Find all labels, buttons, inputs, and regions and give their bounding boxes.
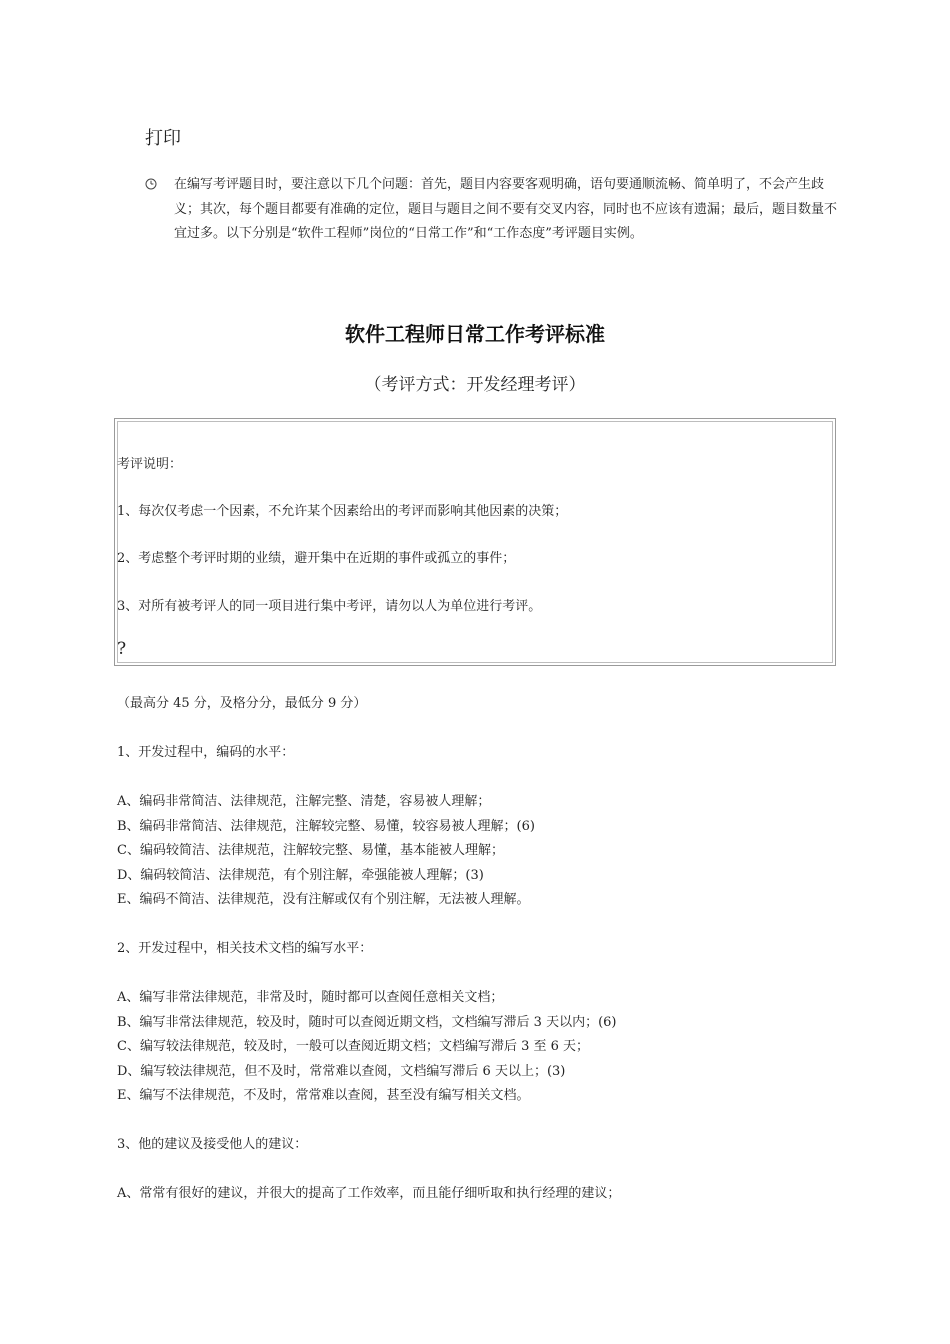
question-option: C、编码较简洁、法律规范，注解较完整、易懂，基本能被人理解； bbox=[117, 843, 504, 858]
note-item: 2、考虑整个考评时期的业绩，避开集中在近期的事件或孤立的事件； bbox=[117, 551, 516, 566]
question-option: B、编码非常简洁、法律规范，注解较完整、易懂，较容易被人理解；(6) bbox=[117, 819, 535, 834]
question-option: A、编写非常法律规范，非常及时，随时都可以查阅任意相关文档； bbox=[117, 990, 504, 1005]
print-link[interactable]: 打印 bbox=[145, 128, 181, 149]
question-option: A、编码非常简洁、法律规范，注解完整、清楚，容易被人理解； bbox=[117, 794, 491, 809]
evaluation-notes-box bbox=[114, 418, 836, 666]
question-option: E、编写不法律规范，不及时，常常难以查阅，甚至没有编写相关文档。 bbox=[117, 1088, 530, 1103]
intro-paragraph bbox=[145, 173, 845, 247]
question-option: D、编写较法律规范，但不及时，常常难以查阅，文档编写滞后 6 天以上；(3) bbox=[117, 1064, 566, 1079]
question-title: 3、他的建议及接受他人的建议： bbox=[117, 1137, 308, 1152]
page-title: 软件工程师日常工作考评标准 bbox=[345, 322, 605, 346]
question-option: C、编写较法律规范，较及时，一般可以查阅近期文档；文档编写滞后 3 至 6 天； bbox=[117, 1039, 590, 1054]
note-item: 3、对所有被考评人的同一项目进行集中考评，请勿以人为单位进行考评。 bbox=[117, 599, 542, 614]
question-title: 2、开发过程中，相关技术文档的编写水平： bbox=[117, 941, 373, 956]
note-item: 1、每次仅考虑一个因素，不允许某个因素给出的考评而影响其他因素的决策； bbox=[117, 504, 568, 519]
question-option: A、常常有很好的建议，并很大的提高了工作效率，而且能仔细听取和执行经理的建议； bbox=[117, 1186, 621, 1201]
question-title: 1、开发过程中，编码的水平： bbox=[117, 745, 295, 760]
question-option: E、编码不简洁、法律规范，没有注解或仅有个别注解，无法被人理解。 bbox=[117, 892, 530, 907]
page-subtitle: （考评方式：开发经理考评） bbox=[364, 375, 586, 395]
intro-text: 在编写考评题目时，要注意以下几个问题：首先，题目内容要客观明确，语句要通顺流畅、简单明了，不会产生歧义；其次，每个题目都要有准确的定位，题目与题目之间不要有交叉内容，同时也不应该有遗漏；最后，题目数量不宜过多。以下分别是“软件工程师”岗位的“日常工作”和“工作态度”考评题目实例。 bbox=[174, 177, 838, 241]
notes-trailing-mark: ? bbox=[117, 639, 127, 659]
notes-heading: 考评说明： bbox=[117, 457, 183, 472]
notes-inner-border bbox=[117, 421, 833, 663]
clock-icon bbox=[145, 178, 157, 190]
question-option: B、编写非常法律规范，较及时，随时可以查阅近期文档，文档编写滞后 3 天以内；(6) bbox=[117, 1015, 617, 1030]
question-option: D、编码较简洁、法律规范，有个别注解，牵强能被人理解；(3) bbox=[117, 868, 484, 883]
score-note: （最高分 45 分，及格分分，最低分 9 分） bbox=[117, 696, 367, 711]
